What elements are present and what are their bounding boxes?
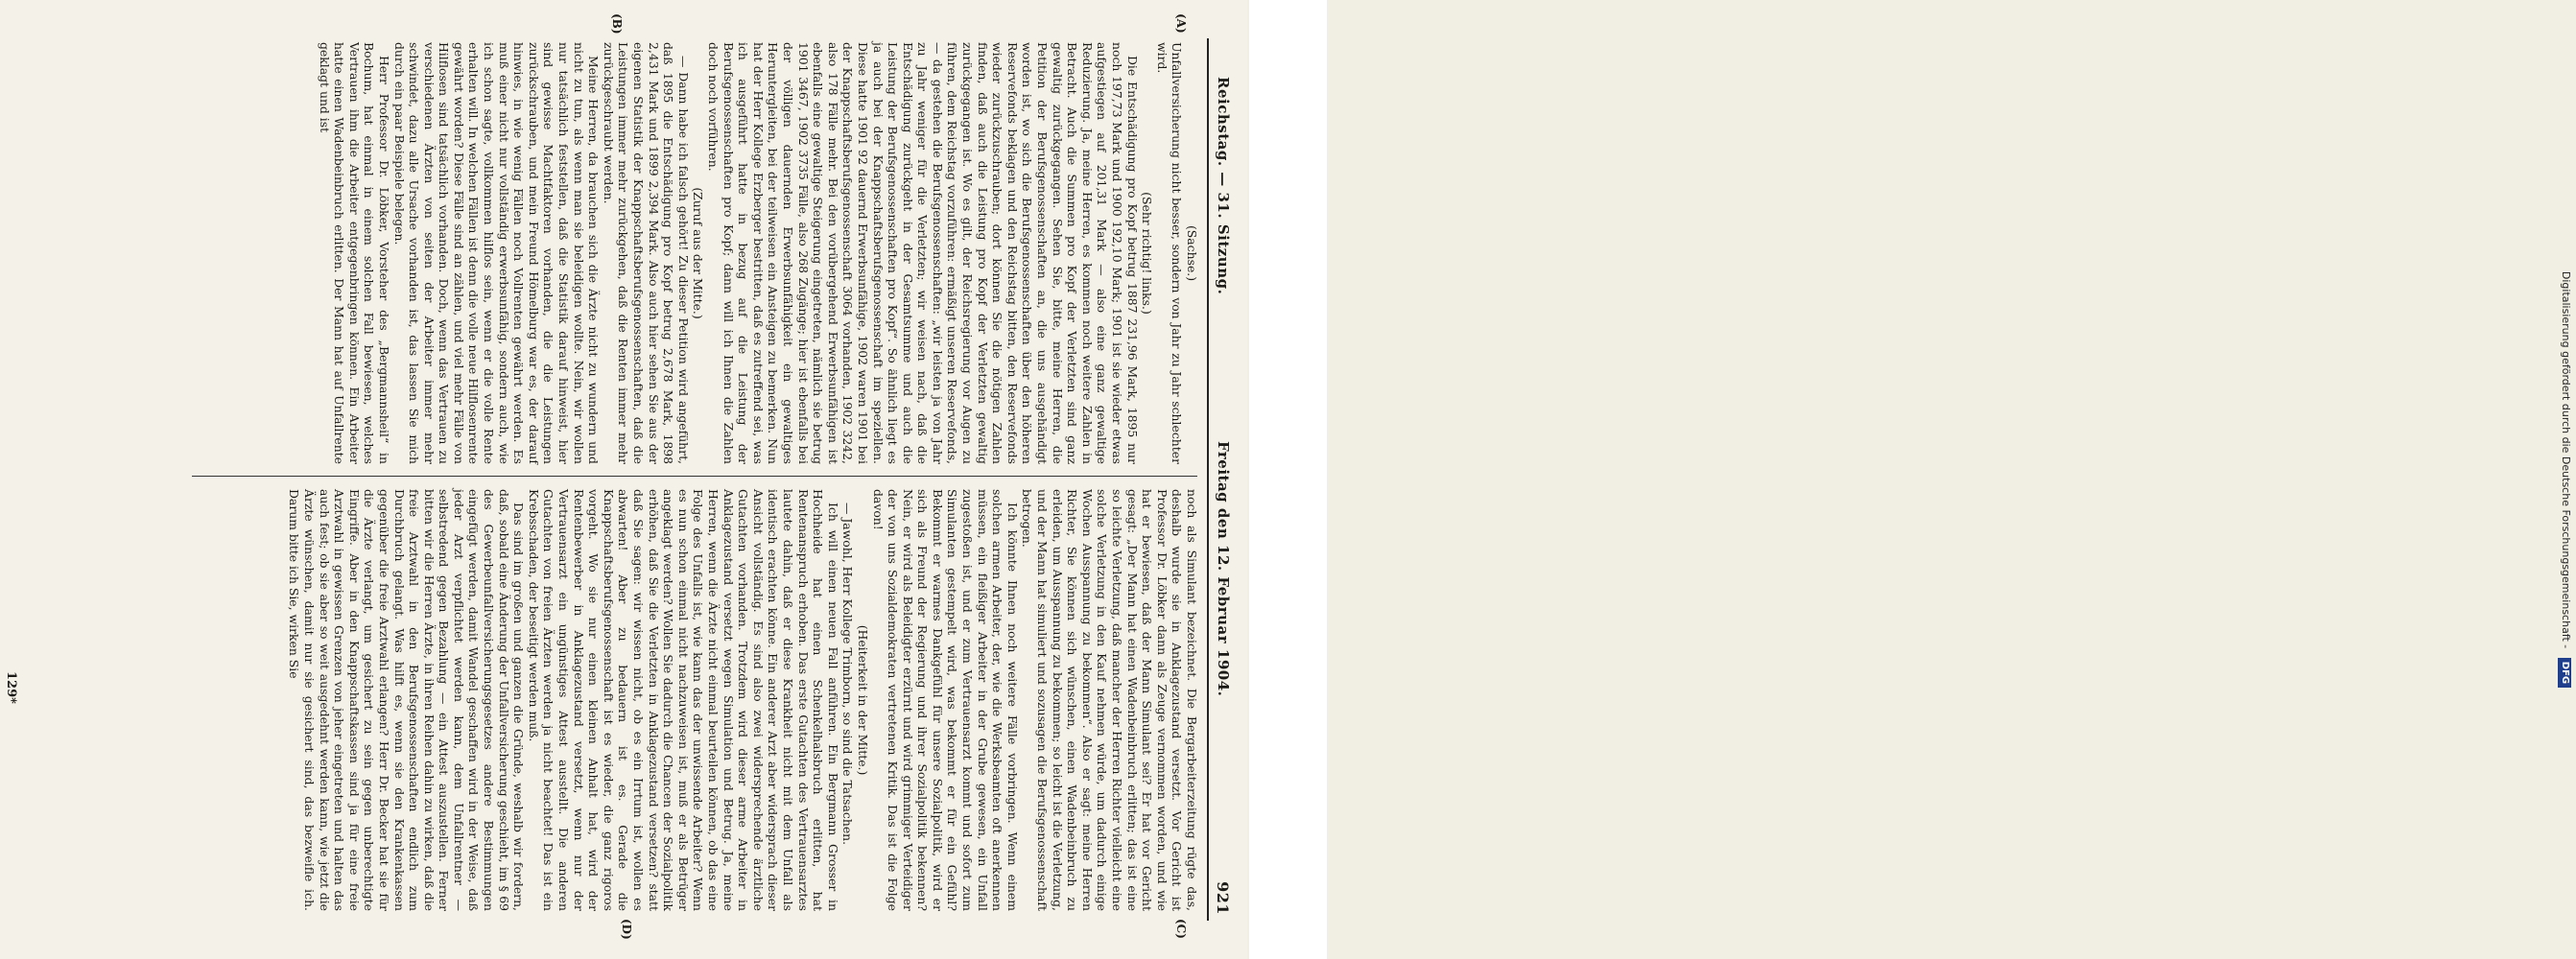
paragraph: noch als Simulant bezeichnet. Die Bergarbeiterzeitung rügte das, deshalb wurde sie in Anklagezustand versetzt. Vor Gericht ist Professor Dr. Löbker dann als Zeuge vernommen worden, und wie hat er bewiesen, daß der Mann Simulant sei? Er hat vor Gericht gesagt: „Der Mann hat einen Wadenbeinbruch erlitten; das ist eine so leichte Verletzung, daß mancher der Herren Richter vielleicht eine solche Verletzung in den Kauf nehmen würde, um dadurch einige Wochen Ausspannung zu bekommen“. Also er sagt: meine Herren Richter, Sie können sich wünschen, einen Wadenbeinbruch zu erleiden, um Ausspannung zu bekommen; so leicht ist die Verletzung, und der Mann hat simuliert und sozusagen die Berufsgenossenschaft betrogen. xyxy=(1020,489,1199,911)
credit-text: Digitalisierung gefördert durch die Deutsche Forschungsgemeinschaft - xyxy=(2560,270,2572,649)
paragraph: Unfallversicherung nicht besser, sondern von Jahr zu Jahr schlechter wird. xyxy=(1154,42,1185,464)
text-column-right xyxy=(25,489,1199,911)
paragraph: Meine Herren, da brauchen sich die Ärzte nicht zu wundern und nicht zu tun, als wenn man sie beleidigen wollte. Nein, wir wollen nur tatsächlich feststellen, daß die Statistik darauf hinweist, hier sind gewisse Machtfaktoren vorhanden, die die Leistungen zurückschrauben, und mein Freund Hömelburg war es, der darauf hinwies, in wie wenig Fällen noch Vollrenten gewährt werden. Es muß einer nicht nur vollständig erwerbsunfähig, sondern auch, wie ich schon sagte, vollkommen hilflos sein, wenn er die volle Rente erhalten will. In welchen Fällen ist denn die volle neue Hilflosenrente gewährt worden? Diese Fälle sind an zählen, und viel mehr Fälle von Hilflosen sind tatsächlich vorhanden. Doch, wenn das Vertrauen zu verschiedenen Ärzten von seiten der Arbeiter immer mehr schwindet, dazu alle Ursache vorhanden ist, das lassen Sie mich durch ein paar Beispiele belegen. xyxy=(391,42,602,464)
header-date: Freitag den 12. Februar 1904. xyxy=(1215,441,1232,697)
header-session: Reichstag. — 31. Sitzung. xyxy=(1215,77,1232,295)
paragraph: Die Entschädigung pro Kopf betrug 1887 231,96 Mark, 1895 nur noch 197,73 Mark und 1900 192,10 Mark; 1901 ist sie wieder etwas aufgestiegen auf 201,31 Mark — also eine ganz gewaltige Reduzierung. Ja, meine Herren, es kommen noch weitere Zahlen in Betracht. Auch die Summen pro Kopf der Verletzten sind ganz gewaltig zurückgegangen. Sehen Sie, bitte, meine Herren, die Petition der Berufsgenossenschaften an, die uns ausgehändigt worden ist, wo sich die Berufsgenossenschaften über den höheren Reservefonds beklagen und den Reichstag bitten, den Reservefonds wieder zurückzuschrauben; dort können Sie die nötigen Zahlen finden, daß auch die Leistung pro Kopf der Verletzten gewaltig zurückgegangen ist. Wo es gilt, der Reichsregierung vor Augen zu führen, dem Reichstag vorzuführen: ermäßigt unseren Reservefonds, — da gestehen die Berufsgenossenschaften: „wir leisten ja von Jahr zu Jahr weniger für die Verletzten; wir weisen nach, daß die Entschädigung zurückgeht in der Gesamtsumme und auch die Leistung der Berufsgenossenschaften pro Kopf“. So ähnlich liegt es ja auch bei der Knappschaftsberufsgenossenschaft im speziellen. Diese hatte 1901 92 dauernd Erwerbsunfähige, 1902 waren 1901 bei der Knappschaftsberufsgenossenschaft 3064 vorhanden, 1902 3242, also 178 Fälle mehr. Bei den vorübergehend Erwerbsunfähigen ist ebenfalls eine gewaltige Steigerung eingetreten, nämlich sie betrug 1901 3467, 1902 3735 Fälle, also 268 Zugänge; hier ist ebenfalls bei der völligen dauernden Erwerbsunfähigkeit ein gewaltiges Heruntergleiten, bei der teilweisen ein Ansteigen zu bemerken. Nun hat der Herr Kollege Erzberger bestritten, daß es zutreffend sei, was ich ausgeführt hatte in bezug auf die Leistung der Berufsgenossenschaften pro Kopf; dann will ich Ihnen die Zahlen doch noch vorführen. xyxy=(706,42,1140,464)
page-header xyxy=(1207,38,1234,921)
margin-mark-a: (A) xyxy=(1174,13,1188,34)
paragraph: — Dann habe ich falsch gehört! Zu dieser Petition wird angeführt, daß 1895 die Entschädigung pro Kopf betrug 2,678 Mark, 1898 2,431 Mark und 1899 2,394 Mark. Also auch hier sehen Sie aus der eigenen Statistik der Knappschaftsberufsgenossenschaften, daß die Leistungen immer mehr zurückgehen, daß die Renten immer mehr zurückgeschraubt werden. xyxy=(601,42,691,464)
column-divider xyxy=(192,476,1197,477)
dfg-credit xyxy=(2555,0,2576,959)
scanned-page xyxy=(0,0,1247,959)
margin-mark-b: (B) xyxy=(610,13,624,35)
interjection: (Sehr richtig! links.) xyxy=(1140,192,1155,315)
margin-mark-c: (C) xyxy=(1174,919,1188,939)
interjection: (Zuruf aus der Mitte.) xyxy=(691,187,706,319)
paragraph: Ich will einen neuen Fall anführen. Ein Bergmann Grosser in Hochheide hat einen Schenkelhalsbruch erlitten, hat Rentenanspruch erhoben. Das erste Gutachten des Vertrauensarztes lautete dahin, daß er diese Krankheit nicht mit dem Unfall als identisch erachten könne. Ein anderer Arzt aber widersprach dieser Ansicht vollständig. Es sind also zwei widersprechende ärztliche Gutachten vorhanden. Trotzdem wird dieser arme Arbeiter in Anklagezustand versetzt wegen Simulation und Betrug. Ja, meine Herren, wenn die Ärzte nicht einmal beurteilen können, ob das eine Folge des Unfalls ist, wie kann das der unwissende Arbeiter? Wenn es nun schon einmal nicht nachzuweisen ist, muß er als Betrüger angeklagt werden? Wollen Sie dadurch die Chancen der Sozialpolitik erhöhen, daß Sie die Verletzten in Anklagezustand versetzen? statt daß Sie sagen: wir wissen nicht, ob es ein Irrtum ist, wollen es abwarten! Aber zu bedauern ist es. Gerade die Knappschaftsberufsgenossenschaft ist es wieder, die ganz rigoros vorgeht. Wo sie nur einen kleinen Anhalt hat, wird der Rentenbewerber in Anklagezustand versetzt, wenn nur der Vertrauensarzt ein ungünstiges Attest ausstellt. Die anderen Gutachten von freien Ärzten werden ja nicht beachtet! Das ist ein Krebsschaden, der beseitigt werden muß. xyxy=(526,489,840,911)
margin-mark-d: (D) xyxy=(620,919,633,940)
paragraph: — Jawohl, Herr Kollege Trimborn, so sind die Tatsachen. xyxy=(840,503,856,846)
paragraph: Ich könnte Ihnen noch weitere Fälle vorbringen. Wenn einem solchen armen Arbeiter, der, wie die Werksbeamten oft anerkennen müssen, ein fleißiger Arbeiter in der Grube gewesen, ein Unfall zugestoßen ist, und er zum Vertrauensarzt kommt und sofort zum Simulanten gestempelt wird, was bekommt er für ein Gefühl? Bekommt er warmes Dankgefühl für unsere Sozialpolitik, wird er sich als Freund der Regierung und ihrer Sozialpolitik bekennen? Nein, er wird als Beleidigter erzürnt und wird grimmiger Verteidiger der von uns Sozialdemokraten vertretenen Kritik. Das ist die Folge davon! xyxy=(870,489,1020,911)
text-column-left xyxy=(25,42,1199,464)
interjection: (Heiterkeit in der Mitte.) xyxy=(855,624,870,776)
paragraph: Das sind im großen und ganzen die Gründe, weshalb wir fordern, daß, sobald eine Änderung der Unfallversicherung geschieht, im § 69 des Gewerbeunfallversicherungsgesetzes andere Bestimmungen eingefügt werden, damit Wandel geschaffen wird in der Weise, daß jeder Arzt verpflichtet werden kann, dem Unfallrentner — selbstredend gegen Bezahlung — ein Attest auszustellen. Ferner bitten wir die Herren Ärzte, in ihren Reihen dahin zu wirken, daß die freie Arztwahl in den Berufsgenossenschaften endlich zum Durchbruch gelangt. Was hilft es, wenn sie den Krankenkassen gegenüber die freie Arztwahl erlangen? Herr Dr. Becker hat sie für die Ärzte verlangt, um gesichert zu sein gegen unberechtigte Eingriffe. Aber in den Knappschaftskassen sind ja für eine freie Arztwahl in gewissen Grenzen von jeher eingetreten und halten das auch fest; ob sie aber so weit ausgedehnt werden kann, wie jetzt die Ärzte wünschen, damit nur sie gesichert sind, das bezweifle ich. Darum bitte ich Sie, wirken Sie xyxy=(287,489,527,911)
page-number: 921 xyxy=(1214,881,1232,915)
sheet-signature: 129* xyxy=(4,671,18,704)
speaker-name: (Sachse.) xyxy=(1185,224,1199,282)
paragraph: Herr Professor Dr. Löbker, Vorsteher des „Bergmannsheil“ in Bochum, hat einmal in einem solchen Fall bewiesen, welches Vertrauen ihm die Arbeiter entgegenbringen können. Ein Arbeiter hatte einen Wadenbeinbruch erlitten. Der Mann hat auf Unfallrente geklagt und ist xyxy=(317,42,391,464)
credit-strip xyxy=(1249,0,2572,959)
dfg-logo-icon: DFG xyxy=(2558,658,2571,688)
